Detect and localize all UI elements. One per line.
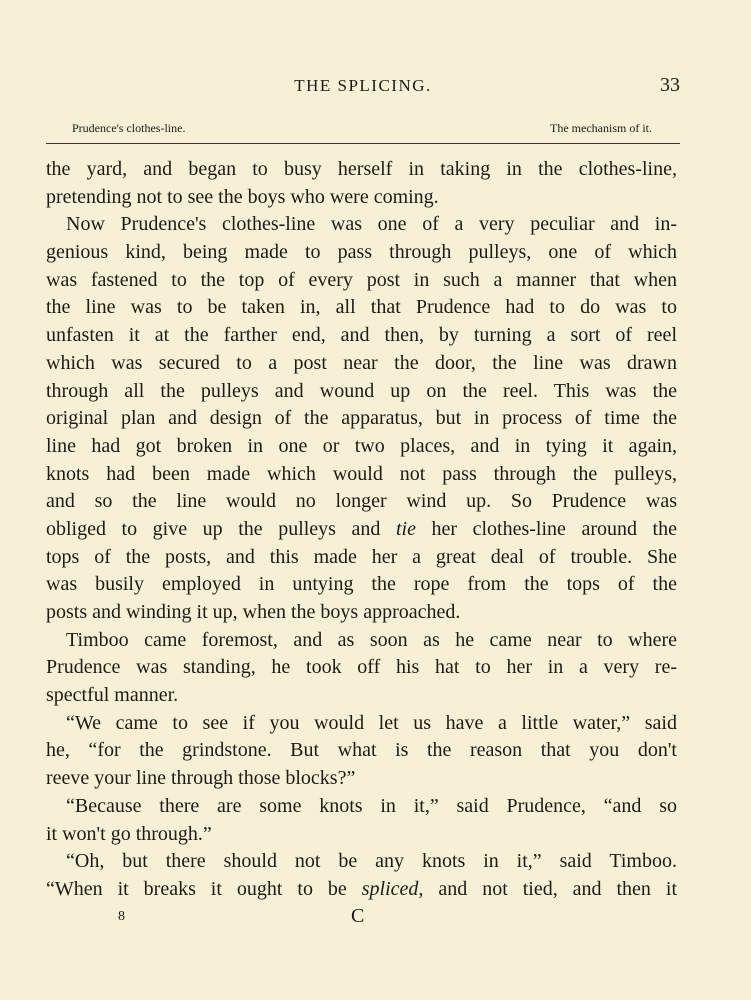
side-note-left: Prudence's clothes-line. [72,121,186,135]
text-line: line had got broken in one or two places, and in tying it again, [46,434,677,457]
text-line: Timboo came foremost, and as soon as he came near to where [66,628,677,651]
text-line: original plan and design of the apparatus, but in process of time the [46,407,677,430]
text-line: which was secured to a post near the door, the line was drawn [46,351,677,374]
text-line: the line was to be taken in, all that Prudence had to do was to [46,296,677,319]
text-segment: “When it breaks it ought to be [46,877,362,900]
side-notes [72,121,652,137]
running-head [46,76,680,100]
text-line: spectful manner. [46,684,179,707]
signature-mark: 8 [118,909,125,924]
page-footer [46,905,680,935]
text-line: was busily employed in untying the rope from the tops of the [46,573,677,596]
text-line: the yard, and began to busy herself in taking in the clothes-line, [46,158,677,180]
text-line: knots had been made which would not pass through the pulleys, [46,462,677,485]
running-title: THE SPLICING. [294,76,432,95]
emphasis-text: spliced, [361,877,424,900]
text-line: Now Prudence's clothes-line was one of a very peculiar and in- [66,213,677,236]
text-line: through all the pulleys and wound up on the reel. This was the [46,379,677,402]
text-line: it won't go through.” [46,822,212,845]
text-line: “Because there are some knots in it,” said Prudence, “and so [66,794,677,817]
page-number: 33 [660,74,680,96]
signature-letter: C [351,905,365,927]
text-segment: obliged to give up the pulleys and [46,517,396,540]
text-line: “We came to see if you would let us have a little water,” said [66,711,677,734]
text-segment: her clothes-line around the [415,517,677,540]
text-line: Prudence was standing, he took off his hat to her in a very re- [46,656,677,679]
text-line: posts and winding it up, when the boys approached. [46,601,461,623]
text-segment: and not tied, and then it [423,877,677,900]
body-text [46,156,677,904]
text-line: reeve your line through those blocks?” [46,767,356,790]
text-line [46,516,677,544]
text-line: genious kind, being made to pass through pulleys, one of which [46,241,677,264]
text-line: “Oh, but there should not be any knots in it,” said Timboo. [66,850,677,873]
text-line: unfasten it at the farther end, and then, by turning a sort of reel [46,324,677,347]
text-line [46,876,677,904]
text-line: and so the line would no longer wind up. So Prudence was [46,490,677,513]
text-line: tops of the posts, and this made her a great deal of trouble. She [46,545,677,568]
text-line: was fastened to the top of every post in such a manner that when [46,268,677,291]
emphasis-text: tie [395,517,416,540]
side-note-right: The mechanism of it. [550,121,652,135]
text-line: pretending not to see the boys who were coming. [46,185,439,208]
text-line: he, “for the grindstone. But what is the reason that you don't [46,739,677,762]
header-rule [46,143,680,144]
